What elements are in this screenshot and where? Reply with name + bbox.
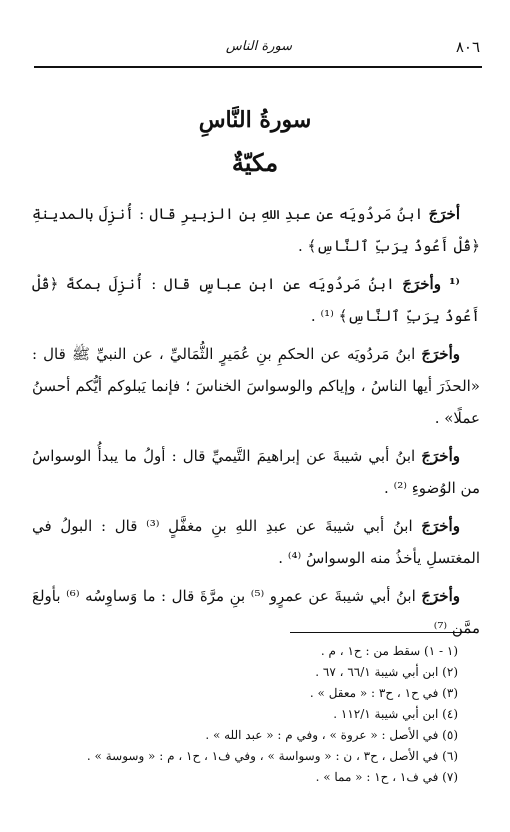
paragraph-text: ابنُ مَردُويَه عن ابنِ عباسٍ قال : أُنزِلَ بمكةَ ﴿قُلْ أَعُوذُ بِرَبِّ ٱلنَّاسِ﴾ ⁽¹⁾ . xyxy=(32,275,480,325)
paragraph-text: ابنُ أبي شيبةَ عن عمرٍو ⁽⁵⁾ بنِ مرَّةَ قال : ما وَساوِسُه ⁽⁶⁾ بأولعَ ممَّن ⁽⁷⁾ xyxy=(32,587,480,637)
footnote: (٢) ابن أبي شيبة ٦٦/١ ، ٦٧ . xyxy=(315,665,458,679)
paragraph-text: ابنُ مَردُويَه عن عبدِ اللهِ بنِ الزبيرِ قال : أُنزِلَ بالمدينةِ ﴿قُلْ أَعُوذُ بِرَبِّ ٱلنَّاسِ﴾ . xyxy=(32,205,480,255)
footnote: (١ - ١) سقط من : ح١ ، م . xyxy=(320,644,458,658)
revelation-type: مكيّةٌ xyxy=(231,148,279,177)
paragraph-lead: وأخرَجَ xyxy=(421,517,460,535)
paragraph-lead: وأخرَجَ xyxy=(421,447,460,465)
footnote: (٣) في ح١ ، ح٣ : « معقل » . xyxy=(309,686,458,700)
paragraph xyxy=(32,268,480,332)
paragraph-text: ابنُ مَردُويَه عن الحكمِ بنِ عُمَيرٍ الثُّمَاليِّ ، عن النبيِّ ﷺ قال : «الحذَرَ أيها الناسُ ، وإياكم والوسواسَ الخناسَ ؛ فإنما يَبلوكم أيُّكم أحسنُ عملًا» . xyxy=(32,345,480,427)
paragraph-text: ابنُ أبي شيبةَ عن عبدِ اللهِ بنِ مغفَّلٍ ⁽³⁾ قال : البولُ في المغتسلِ يأخذُ منه الوسواسُ ⁽⁴⁾ . xyxy=(32,517,480,567)
running-title: سورة الناس xyxy=(225,39,293,54)
page-header xyxy=(38,38,480,60)
footnote: (٦) في الأصل ، ح٣ ، ن : « وسواسة » ، وفي ف١ ، ح١ ، م : « وسوسة » . xyxy=(86,749,458,763)
footnotes xyxy=(40,641,472,788)
paragraph-lead: أخرَجَ xyxy=(428,205,460,223)
footnote: (٧) في ف١ ، ح١ : « مما » . xyxy=(315,770,458,784)
footnote: (٥) في الأصل : « عروة » ، وفي م : « عبد الله » . xyxy=(205,728,458,742)
body-text xyxy=(32,198,480,650)
surah-title: سورةُ النَّاسِ xyxy=(198,107,312,133)
paragraph-lead: ⁽¹ وأخرَجَ xyxy=(402,275,460,293)
header-rule xyxy=(34,66,482,68)
paragraph xyxy=(32,440,480,504)
footnote-rule xyxy=(290,632,476,633)
paragraph-lead: وأخرَجَ xyxy=(421,587,460,605)
paragraph-text: ابنُ أبي شيبةَ عن إبراهيمَ التَّيميِّ قال : أولُ ما يبدأُ الوسواسُ من الوُضوءِ ⁽²⁾ . xyxy=(32,447,480,497)
paragraph xyxy=(32,338,480,434)
paragraph xyxy=(32,198,480,262)
paragraph xyxy=(32,510,480,574)
footnote: (٤) ابن أبي شيبة ١١٢/١ . xyxy=(333,707,458,721)
paragraph xyxy=(32,580,480,644)
paragraph-lead: وأخرَجَ xyxy=(421,345,460,363)
page-number: ٨٠٦ xyxy=(455,38,480,56)
